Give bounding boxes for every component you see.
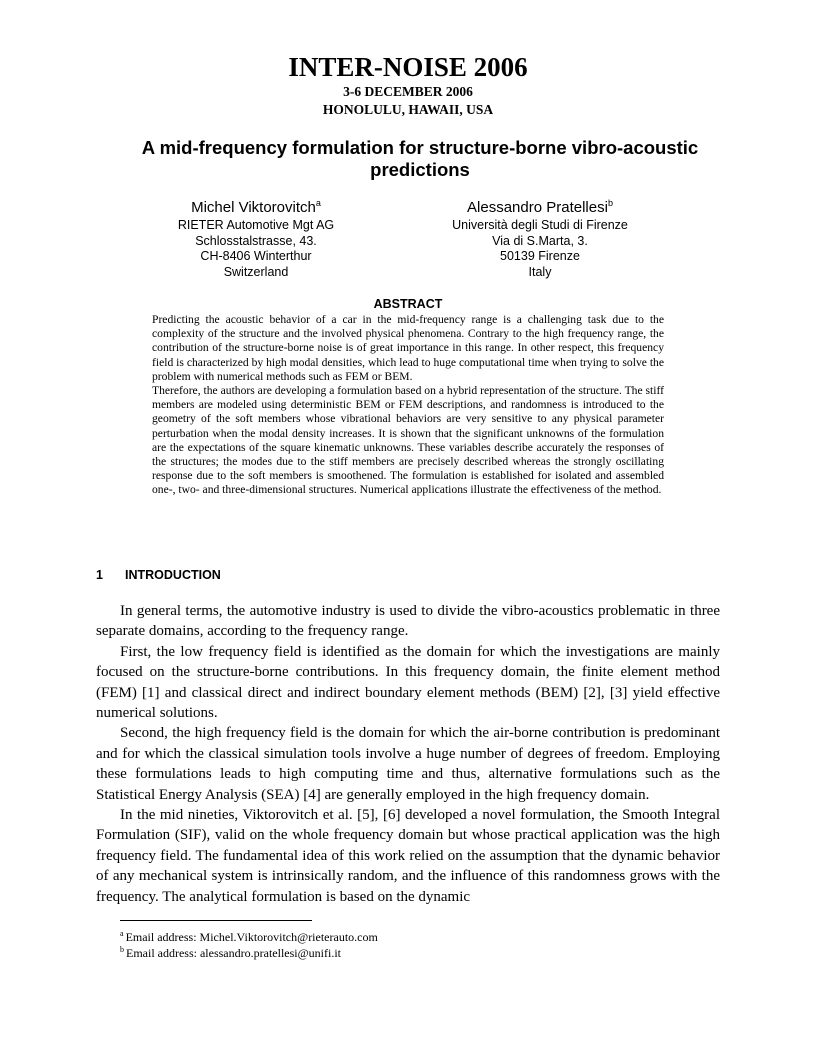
affiliation-line: Università degli Studi di Firenze [452,218,628,232]
section-title: INTRODUCTION [125,568,221,582]
affiliation-line: Via di S.Marta, 3. [492,233,588,248]
body-paragraph: In general terms, the automotive industry is used to divide the vibro-acoustics problematic in three separate domains, according to the frequency range. [96,603,720,640]
affiliation-line: Switzerland [223,264,289,279]
conference-location: HONOLULU, HAWAII, USA [322,102,494,117]
body-paragraph: In the mid nineties, Viktorovitch et al. [5], [6] developed a novel formulation, the Smooth Integral Formulation (SIF), valid on the whole frequency domain but whose practical application was the high frequency field. The fundamental idea of this work relied on the assumption that the dynamic behavior of any mechanical system is intrinsically random, and the influence of this randomness grows with the frequency. The analytical formulation is based on the dynamic [96,807,720,905]
footnote-text: Email address: Michel.Viktorovitch@rieterauto.com [125,930,378,944]
footnote-text: Email address: alessandro.pratellesi@unifi.it [126,946,341,960]
affiliation-line: Schlosstalstrasse, 43. [195,233,317,248]
author-block-2 [390,198,690,280]
conference-dates: 3-6 DECEMBER 2006 [343,84,473,99]
footnote-mark: a [120,929,124,938]
body-paragraph: First, the low frequency field is identified as the domain for which the investigations are mainly focused on the structure-borne contributions. In this frequency domain, the finite element method (FEM) [1] and classical direct and indirect boundary element methods (BEM) [2], [3] yield effective numerical solutions. [96,643,720,722]
abstract-paragraph: Therefore, the authors are developing a formulation based on a hybrid representation of the structure. The stiff members are modeled using deterministic BEM or FEM descriptions, and randomness is introduced to the geometry of the soft members whose vibrational behaviors are very sensitive to any physical parameter perturbation when the modal density increases. It is shown that the significant unknowns of the formulation are the expectations of the square kinematic unknowns. These variables describe accurately the responses of the structures; the modes due to the stiff members are precisely described whereas the strongly oscillating response due to the soft members is smoothened. The formulation is established for isolated and assembled one-, two- and three-dimensional structures. Numerical applications illustrate the effectiveness of the method. [152,384,664,497]
affiliation-line: 50139 Firenze [500,249,580,263]
author-block-1 [106,198,406,280]
body-paragraph: Second, the high frequency field is the domain for which the air-borne contribution is predominant and for which the classical simulation tools involve a huge number of degrees of freedom. Employing these formulations leads to high computing time and thus, alternative formulations such as the Statistical Energy Analysis (SEA) [4] are generally employed in the high frequency domain. [96,725,720,803]
section-heading [96,567,221,583]
author-name: Michel Viktorovitch$^a$ [191,198,321,216]
footnote-mark: b [120,945,124,954]
author-footnote-mark: b [607,198,613,208]
author-footnote-mark: a [315,198,321,208]
footnote [120,929,720,945]
abstract-paragraph: Predicting the acoustic behavior of a car in the mid-frequency range is a challenging task due to the complexity of the structure and the involved physical phenomena. Contrary to the high frequency range, the contribution of the structure-borne noise is of great importance in this range. In other respect, this frequency field is characterized by high modal densities, which lead to huge computational time when trying to solve the problem with numerical methods such as FEM or BEM. [152,313,664,383]
author-name: Alessandro Pratellesi$^b$ [467,198,613,216]
affiliation-line: RIETER Automotive Mgt AG [177,218,335,232]
section-number: 1 [96,568,103,582]
footnote-divider [120,920,312,921]
paper-title: A mid-frequency formulation for structure-borne vibro-acoustic predictions [141,137,699,180]
footnote [120,945,720,961]
footnotes [120,929,720,961]
affiliation-line: CH-8406 Winterthur [200,249,312,263]
section-body [96,601,720,907]
abstract-body [152,313,664,498]
abstract-heading: ABSTRACT [373,297,443,311]
affiliation-line: Italy [528,264,552,279]
conference-title: INTER-NOISE 2006 [288,52,528,82]
